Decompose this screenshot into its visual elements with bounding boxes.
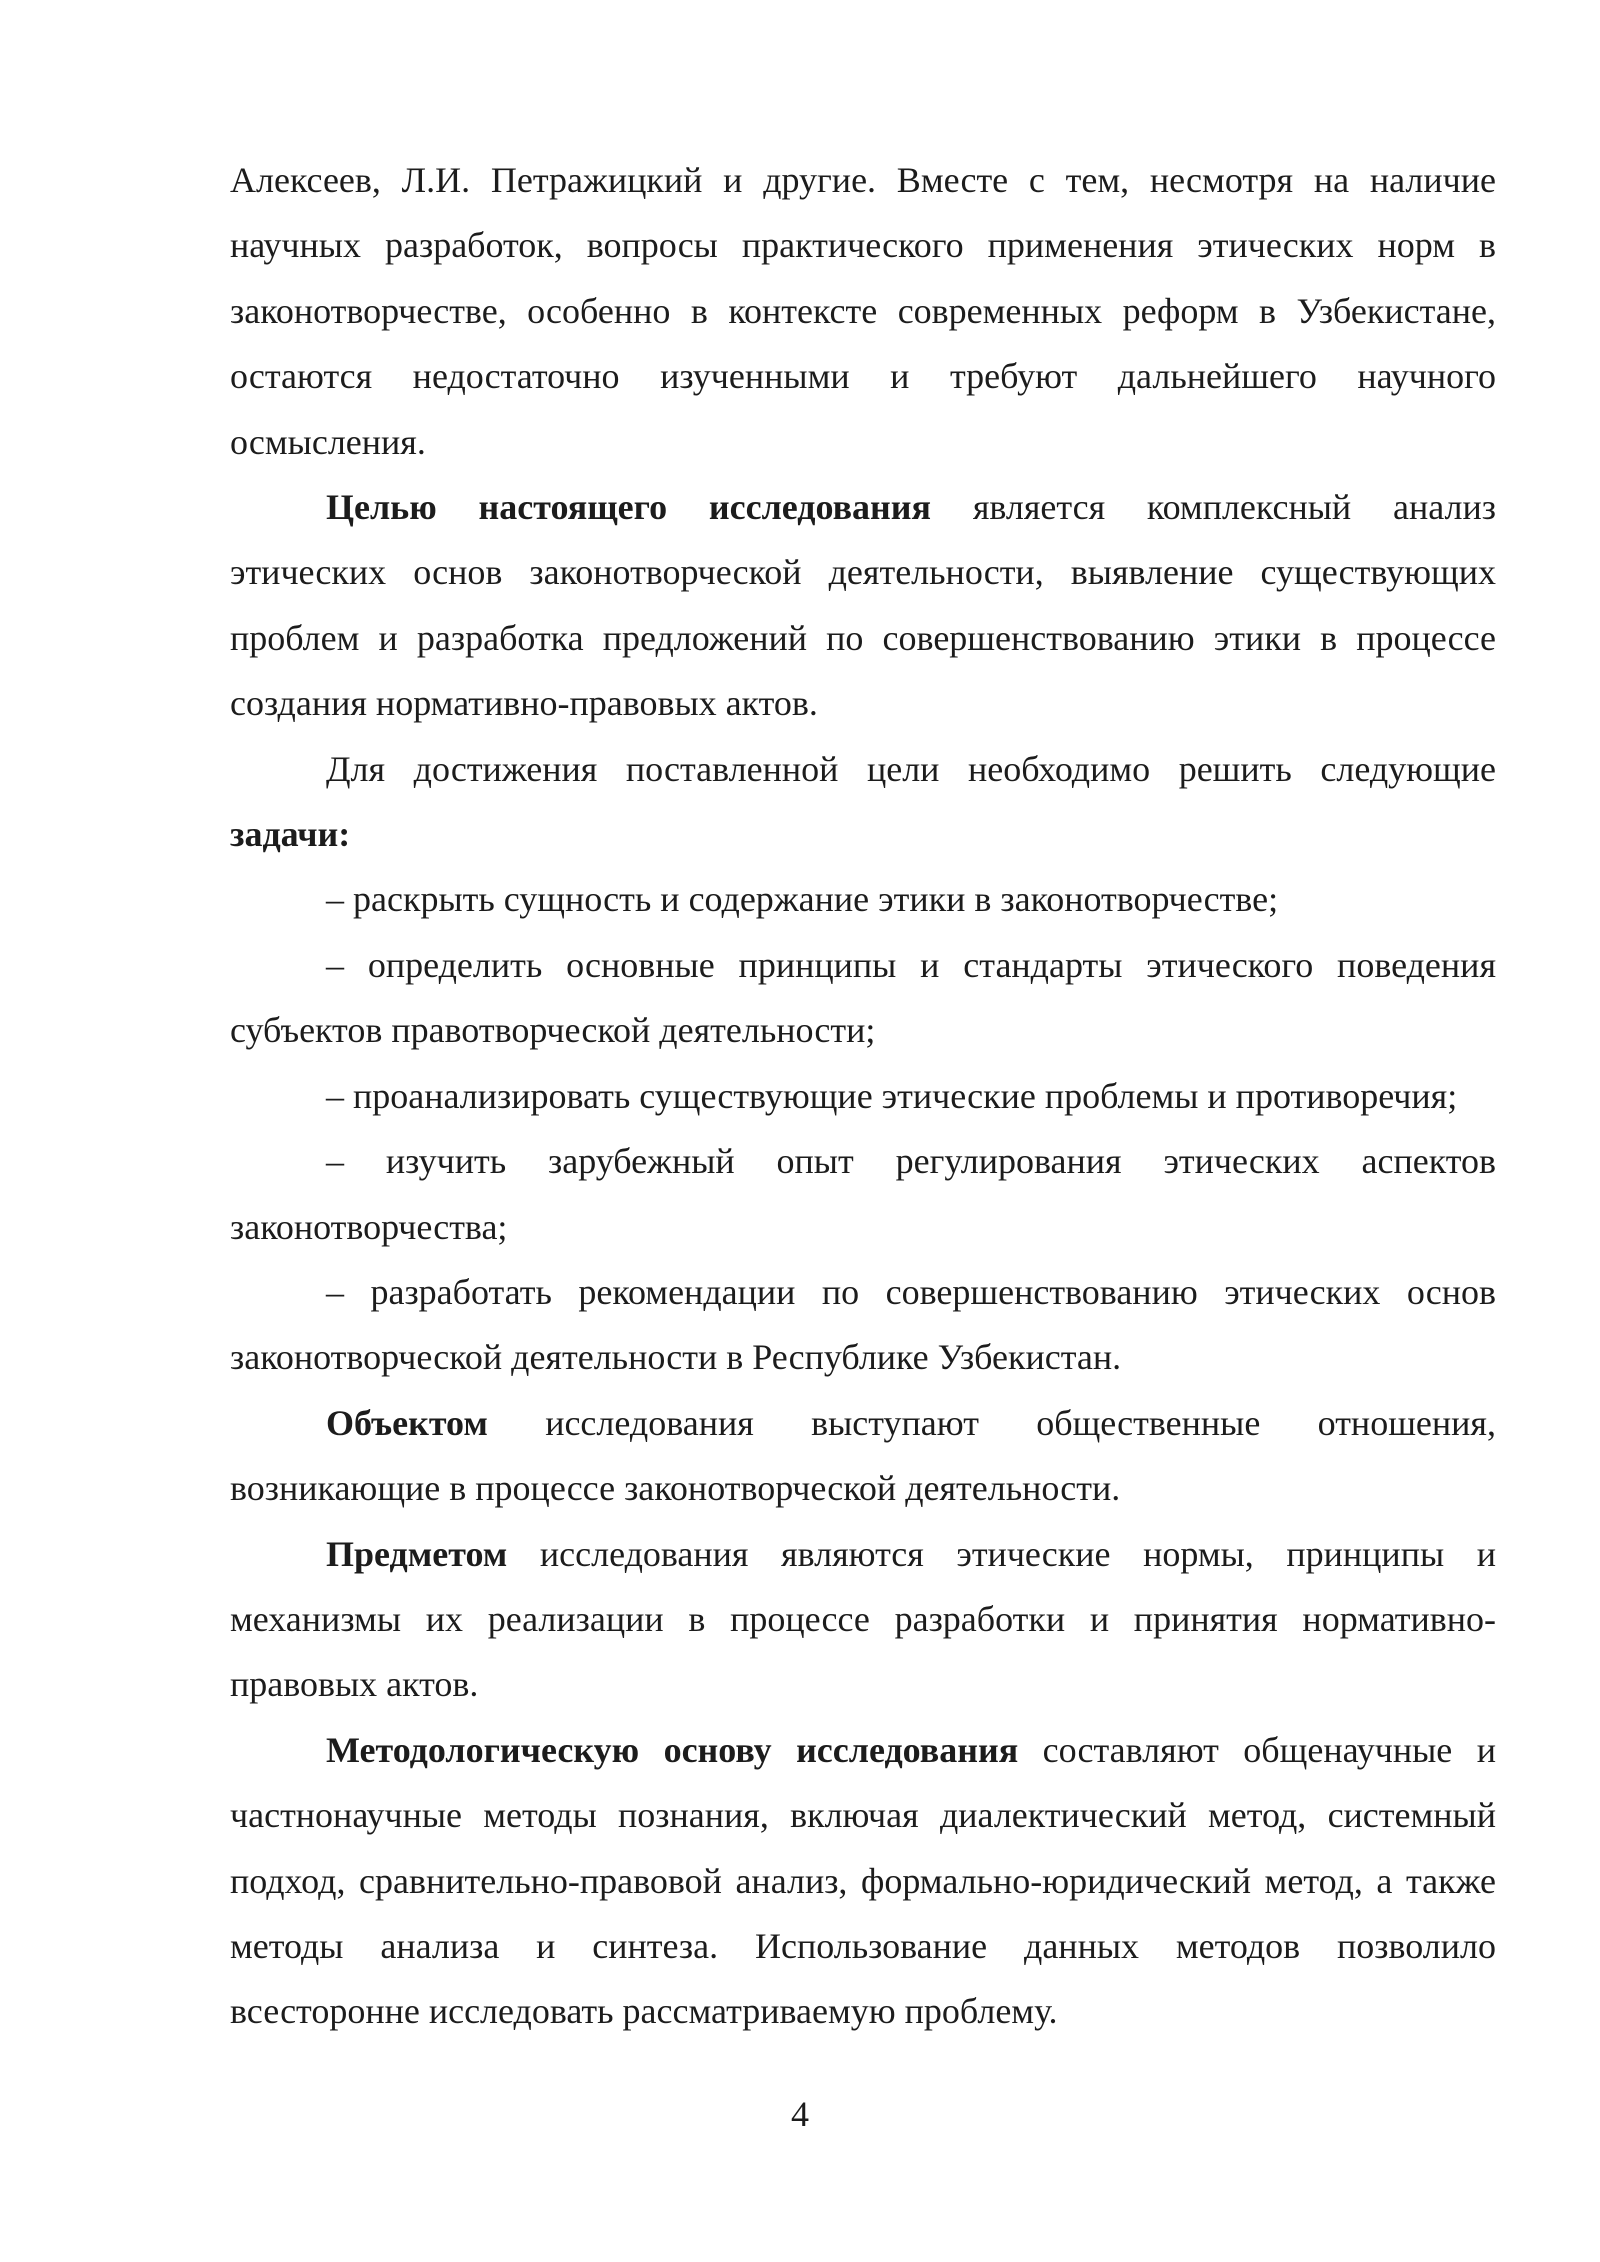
paragraph-methodology — [230, 1718, 1496, 2045]
body-text — [230, 148, 1496, 2045]
task-item: – проанализировать существующие этические проблемы и противоречия; — [326, 1075, 1458, 1116]
task-item: – определить основные принципы и стандарты этического поведения субъектов правотворческой деятельности; — [230, 944, 1496, 1051]
goal-text: является комплексный анализ этических основ законотворческой деятельности, выявление существующих проблем и разработка предложений по совершенствованию этики в процессе создания нормативно-правовых актов. — [230, 487, 1496, 724]
paragraph-tasks-intro — [230, 737, 1496, 868]
paragraph-intro-continuation — [230, 148, 1496, 475]
object-heading: Объектом — [326, 1402, 488, 1443]
paragraph-goal — [230, 475, 1496, 737]
task-item: – разработать рекомендации по совершенствованию этических основ законотворческой деятельности в Республике Узбекистан. — [230, 1271, 1496, 1378]
subject-text: исследования являются этические нормы, принципы и механизмы их реализации в процессе разработки и принятия нормативно-правовых актов. — [230, 1533, 1496, 1705]
intro-text: Алексеев, Л.И. Петражицкий и другие. Вместе с тем, несмотря на наличие научных разработок, вопросы практического применения этических норм в законотворчестве, особенно в контексте современных реформ в Узбекистане, остаются недостаточно изученными и требуют дальнейшего научного осмысления. — [230, 160, 1496, 462]
page-number: 4 — [791, 2094, 809, 2134]
goal-heading: Целью настоящего исследования — [326, 487, 932, 528]
paragraph-subject — [230, 1522, 1496, 1718]
tasks-intro-text: Для достижения поставленной цели необходимо решить следующие — [326, 748, 1496, 789]
task-item: – изучить зарубежный опыт регулирования этических аспектов законотворчества; — [230, 1141, 1496, 1247]
object-text: исследования выступают общественные отношения, возникающие в процессе законотворческой деятельности. — [230, 1402, 1496, 1509]
subject-heading: Предметом — [326, 1533, 508, 1574]
methodology-heading: Методологическую основу исследования — [326, 1729, 1019, 1770]
methodology-text: составляют общенаучные и частнонаучные методы познания, включая диалектический метод, системный подход, сравнительно-правовой анализ, формально-юридический метод, а также методы анализа и синтеза. Использование данных методов позволило всесторонне исследовать рассматриваемую проблему. — [230, 1729, 1496, 2032]
tasks-heading: задачи: — [230, 814, 351, 855]
paragraph-object — [230, 1391, 1496, 1522]
task-item: – раскрыть сущность и содержание этики в законотворчестве; — [326, 879, 1279, 920]
